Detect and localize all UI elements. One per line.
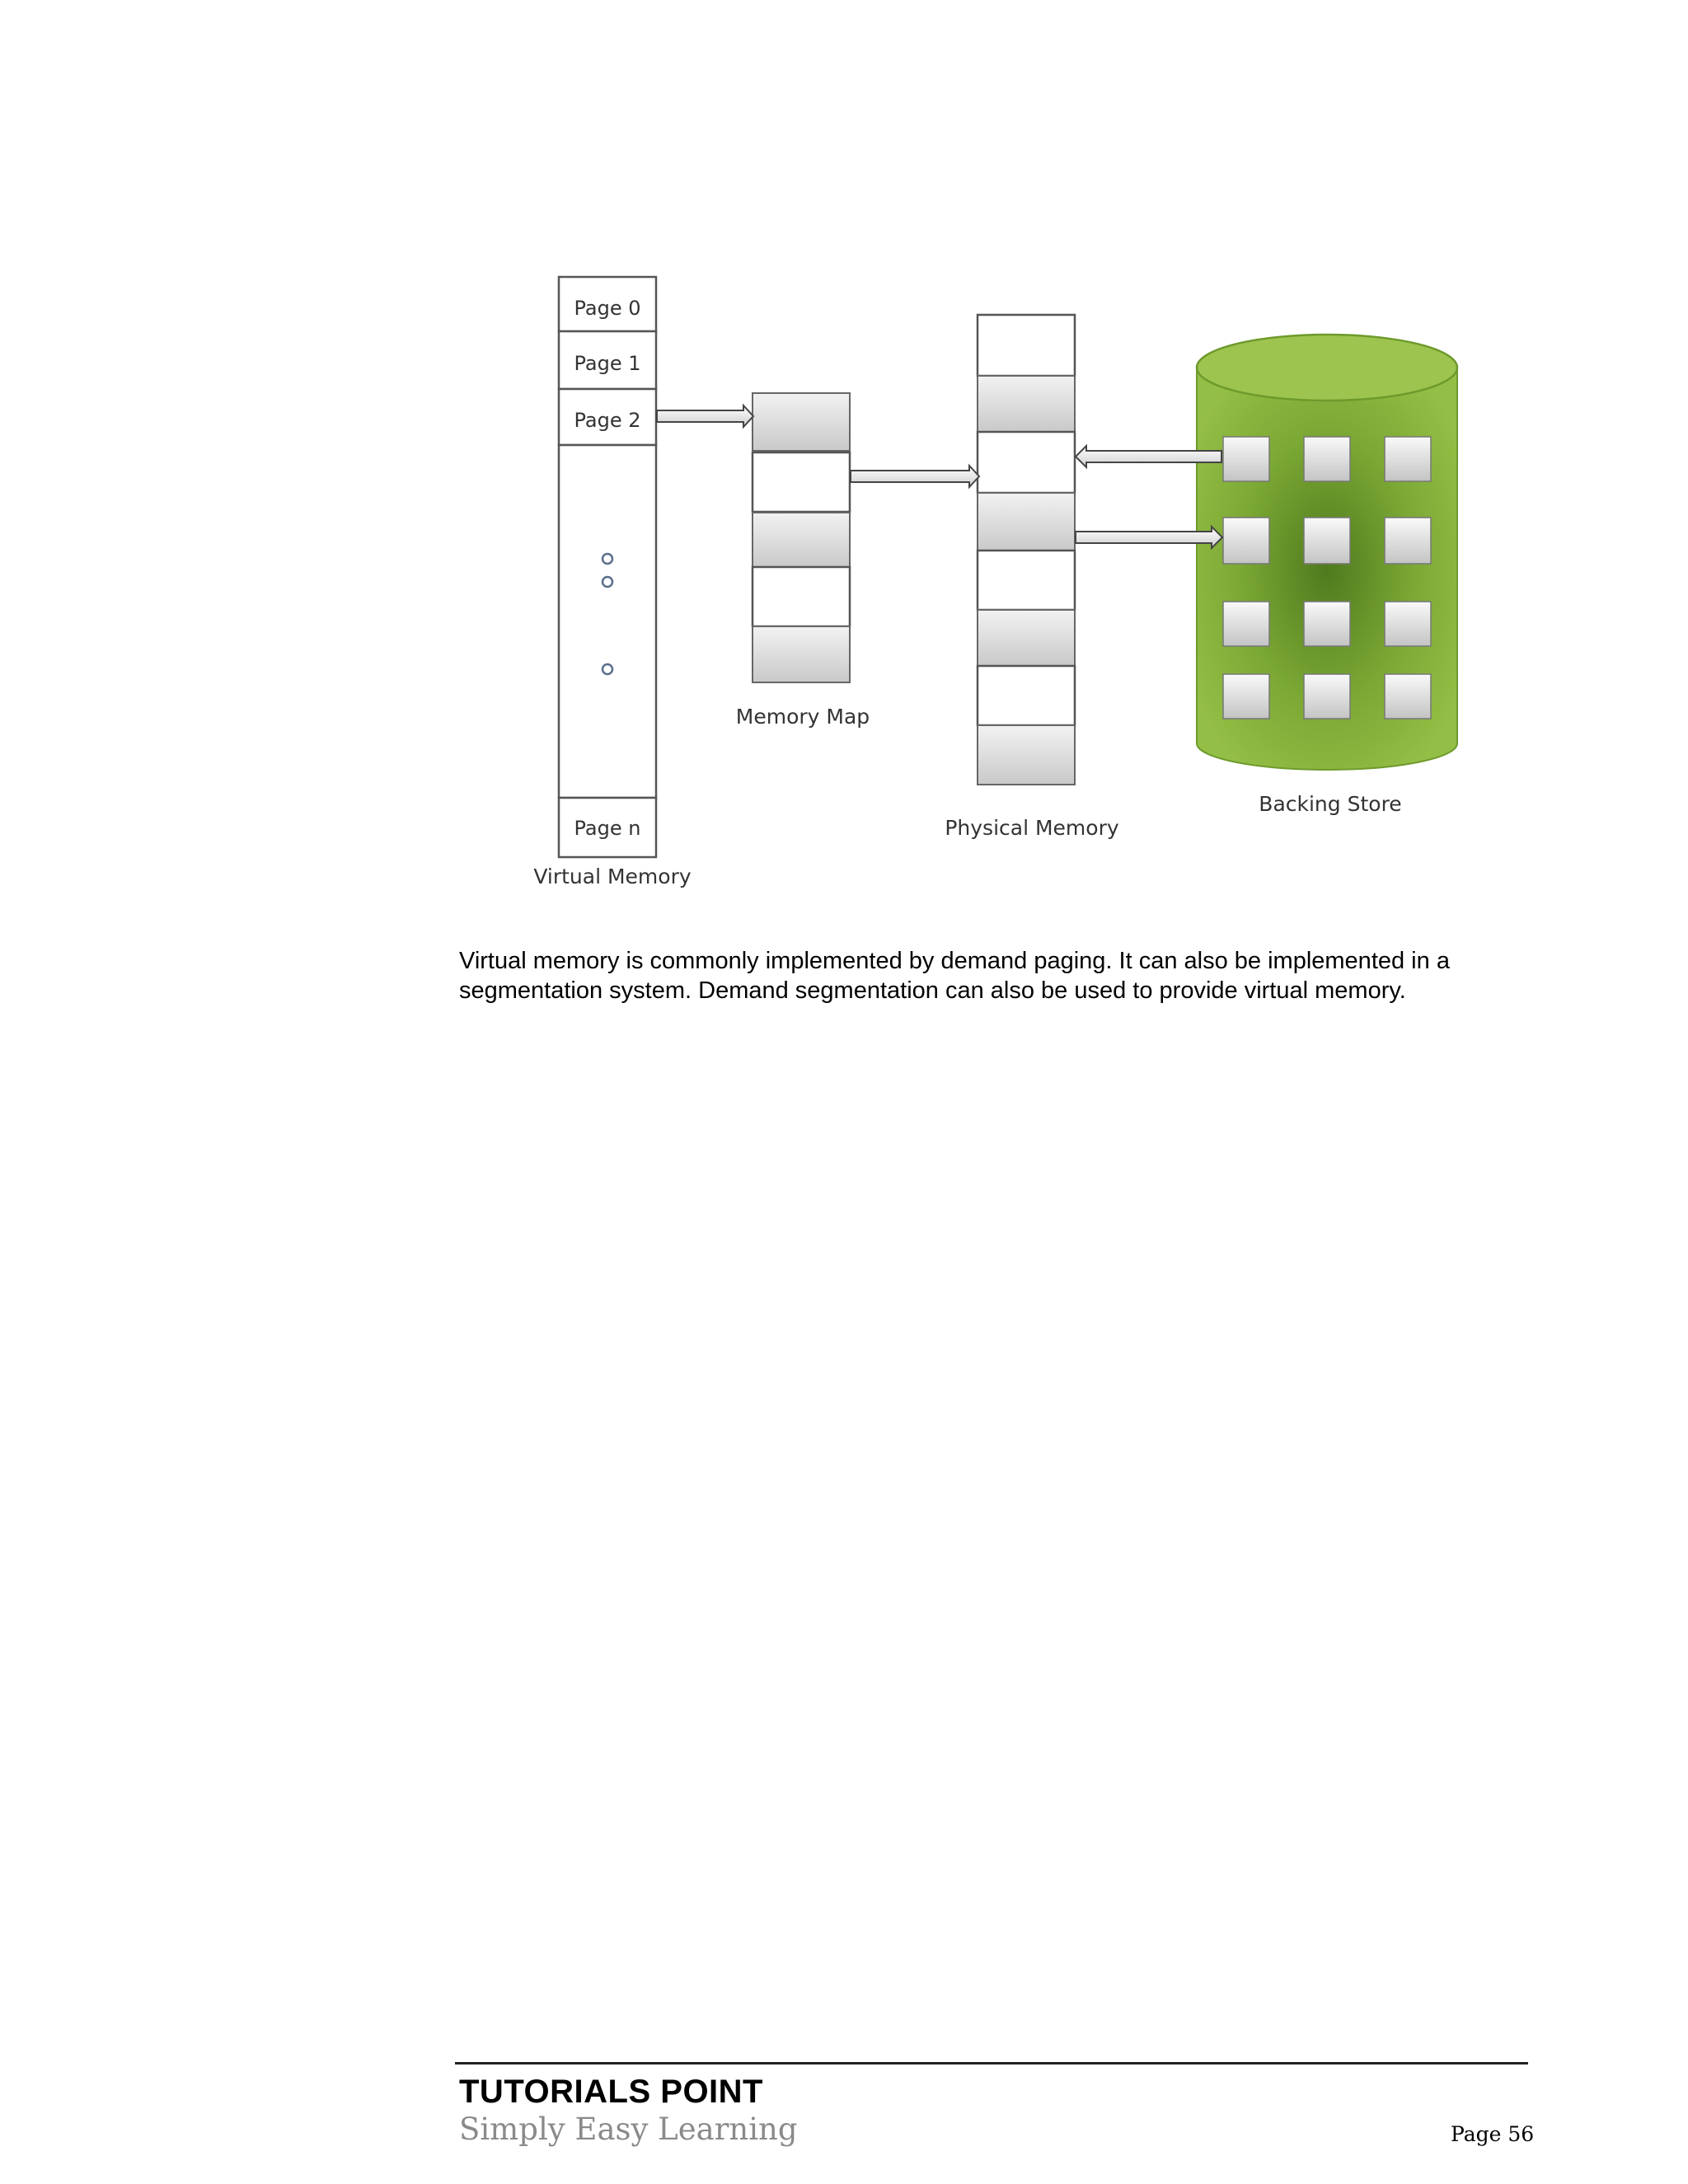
physical-memory-cell xyxy=(978,551,1075,610)
physical-memory-cell xyxy=(978,376,1075,432)
memory-map-cell xyxy=(753,513,850,567)
backing-store-block xyxy=(1304,674,1350,719)
footer-brand: TUTORIALS POINT xyxy=(459,2074,763,2110)
virtual-memory-column xyxy=(533,277,692,888)
vm-page-n-label: Page n xyxy=(574,817,641,840)
backing-store-block xyxy=(1223,437,1269,481)
backing-store-block xyxy=(1223,602,1269,646)
virtual-memory-diagram xyxy=(0,0,1688,915)
backing-store-block xyxy=(1385,518,1431,564)
page-number: Page 56 xyxy=(1451,2122,1535,2146)
virtual-memory-label: Virtual Memory xyxy=(533,865,692,888)
backing-store-cylinder xyxy=(1197,335,1457,816)
footer-divider xyxy=(455,2062,1528,2064)
backing-store-label: Backing Store xyxy=(1259,792,1402,816)
memory-map-label: Memory Map xyxy=(735,705,870,729)
memory-map-cell xyxy=(753,452,850,512)
backing-store-block xyxy=(1385,602,1431,646)
memory-map-cell xyxy=(753,626,850,682)
physical-memory-cell xyxy=(978,432,1075,493)
right-arrow xyxy=(851,466,979,487)
memory-map-cell xyxy=(753,393,850,451)
physical-memory-cell xyxy=(978,315,1075,376)
physical-memory-cell xyxy=(978,725,1075,785)
backing-store-block xyxy=(1223,674,1269,719)
physical-memory-cell xyxy=(978,610,1075,666)
arrows xyxy=(657,405,1222,548)
physical-memory-label: Physical Memory xyxy=(945,816,1119,840)
right-arrow xyxy=(657,405,753,427)
backing-store-block xyxy=(1304,602,1350,646)
vm-page-label: Page 2 xyxy=(574,409,641,432)
backing-store-block xyxy=(1385,437,1431,481)
memory-map-cell xyxy=(753,567,850,626)
backing-store-block xyxy=(1223,518,1269,564)
vm-middle-cell xyxy=(559,445,656,798)
paragraph-line: Virtual memory is commonly implemented by demand paging. It can also be implemented in a xyxy=(459,948,1450,974)
vm-page-label: Page 1 xyxy=(574,352,641,375)
physical-memory-cell xyxy=(978,493,1075,551)
backing-store-block xyxy=(1304,437,1350,481)
memory-map-column xyxy=(736,393,870,729)
body-paragraph xyxy=(459,946,1531,1005)
backing-store-block xyxy=(1385,674,1431,719)
footer-tagline: Simply Easy Learning xyxy=(459,2111,798,2147)
backing-store-top xyxy=(1197,335,1457,401)
paragraph-line: segmentation system. Demand segmentation can also be used to provide virtual memory. xyxy=(459,977,1406,1004)
physical-memory-cell xyxy=(978,666,1075,725)
physical-memory-column xyxy=(945,315,1119,840)
backing-store-block xyxy=(1304,518,1350,564)
vm-page-label: Page 0 xyxy=(574,297,641,320)
